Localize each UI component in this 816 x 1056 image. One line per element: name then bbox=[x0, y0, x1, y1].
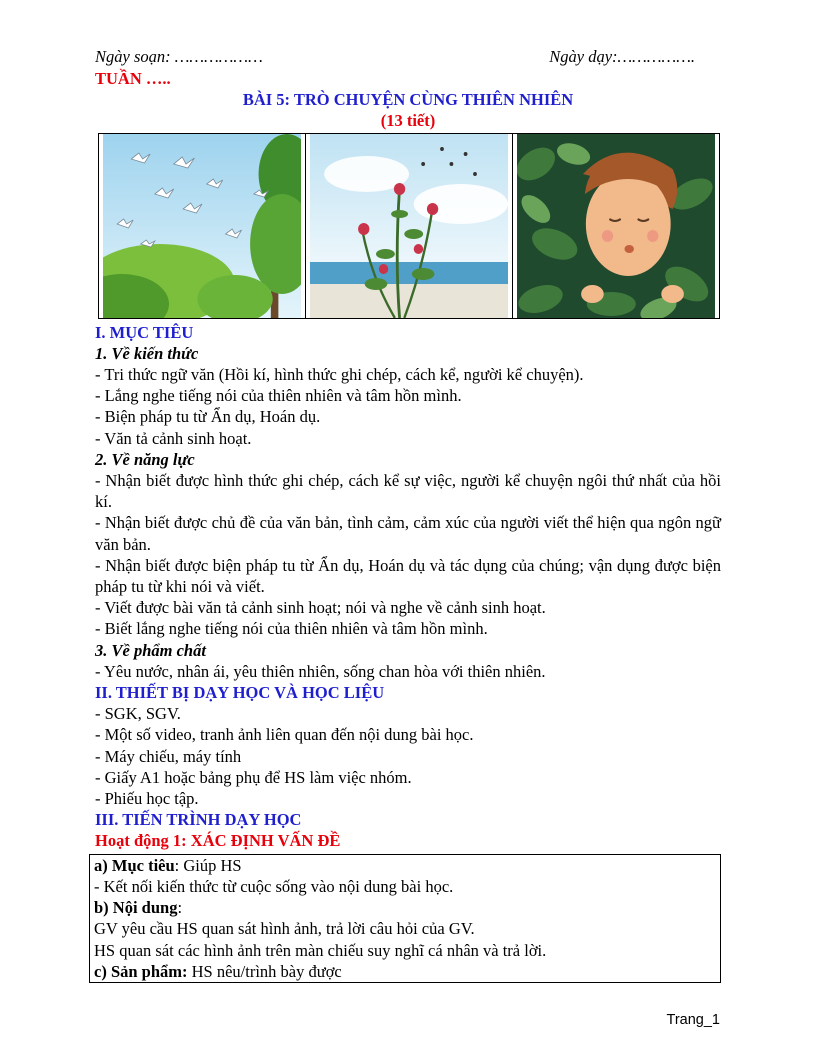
section-1-heading: I. MỤC TIÊU bbox=[95, 322, 194, 342]
birds-and-tree-illustration bbox=[103, 134, 301, 318]
skills-item: - Viết được bài văn tả cảnh sinh hoạt; nói và nghe về cảnh sinh hoạt. bbox=[95, 598, 546, 618]
illustration-cell bbox=[513, 134, 719, 318]
section-2-heading: II. THIẾT BỊ DẠY HỌC VÀ HỌC LIỆU bbox=[95, 683, 385, 703]
objective-item: - Kết nối kiến thức từ cuộc sống vào nội dung bài học. bbox=[94, 876, 454, 896]
week-label: TUẦN ….. bbox=[95, 69, 171, 88]
activity-1-box bbox=[89, 854, 721, 983]
product-text: HS nêu/trình bày được bbox=[187, 961, 342, 981]
equipment-item: - Giấy A1 hoặc bảng phụ để HS làm việc nhóm. bbox=[95, 767, 412, 787]
knowledge-item: - Văn tả cảnh sinh hoạt. bbox=[95, 428, 252, 448]
section-3-heading: III. TIẾN TRÌNH DẠY HỌC bbox=[95, 810, 302, 830]
illustration-cell bbox=[99, 134, 306, 318]
skills-heading: 2. Về năng lực bbox=[95, 449, 195, 469]
qualities-item: - Yêu nước, nhân ái, yêu thiên nhiên, sống chan hòa với thiên nhiên. bbox=[95, 661, 546, 681]
date-header bbox=[95, 46, 695, 68]
lesson-title: BÀI 5: TRÒ CHUYỆN CÙNG THIÊN NHIÊN bbox=[242, 90, 574, 110]
knowledge-item: - Lắng nghe tiếng nói của thiên nhiên và tâm hồn mình. bbox=[95, 386, 462, 406]
illustration-row bbox=[98, 133, 720, 319]
knowledge-heading: 1. Về kiến thức bbox=[95, 343, 199, 363]
skills-item: - Biết lắng nghe tiếng nói của thiên nhiên và tâm hồn mình. bbox=[95, 619, 488, 639]
product-label: c) Sản phẩm: bbox=[94, 961, 188, 981]
illustration-cell bbox=[306, 134, 513, 318]
objective-text: : Giúp HS bbox=[174, 855, 242, 875]
skills-item: - Nhận biết được chủ đề của văn bản, tình cảm, cảm xúc của người viết thể hiện qua ngôn ngữ văn bản. bbox=[95, 513, 721, 554]
knowledge-item: - Biện pháp tu từ Ẩn dụ, Hoán dụ. bbox=[95, 407, 321, 427]
teach-date: Ngày dạy:……………. bbox=[549, 47, 695, 66]
skills-item: - Nhận biết được biện pháp tu từ Ẩn dụ, Hoán dụ và tác dụng của chúng; vận dụng được biện pháp tu từ khi nói và viết. bbox=[95, 555, 721, 597]
prep-date: Ngày soạn: ……………… bbox=[95, 47, 263, 66]
equipment-item: - SGK, SGV. bbox=[95, 704, 181, 724]
flower-bush-seaside-illustration bbox=[310, 134, 508, 318]
boy-in-leaves-illustration bbox=[517, 134, 715, 318]
equipment-item: - Phiếu học tập. bbox=[95, 789, 199, 809]
objective-label: a) Mục tiêu bbox=[94, 855, 175, 875]
qualities-heading: 3. Về phẩm chất bbox=[95, 640, 206, 660]
knowledge-item: - Tri thức ngữ văn (Hồi kí, hình thức ghi chép, cách kể, người kể chuyện). bbox=[95, 365, 584, 385]
page-number: Trang_1 bbox=[666, 1012, 720, 1028]
skills-item: - Nhận biết được hình thức ghi chép, cách kể sự việc, người kể chuyện ngôi thứ nhất của hồi kí. bbox=[95, 471, 721, 512]
content-label: b) Nội dung bbox=[94, 898, 178, 918]
content-item: HS quan sát các hình ảnh trên màn chiếu suy nghĩ cá nhân và trả lời. bbox=[94, 940, 547, 960]
equipment-item: - Một số video, tranh ảnh liên quan đến nội dung bài học. bbox=[95, 725, 474, 745]
content-text: : bbox=[177, 898, 183, 918]
lesson-periods: (13 tiết) bbox=[380, 111, 436, 131]
content-item: GV yêu cầu HS quan sát hình ảnh, trả lời câu hỏi của GV. bbox=[94, 919, 475, 939]
activity-1-heading: Hoạt động 1: XÁC ĐỊNH VẤN ĐỀ bbox=[95, 831, 341, 851]
equipment-item: - Máy chiếu, máy tính bbox=[95, 746, 242, 766]
